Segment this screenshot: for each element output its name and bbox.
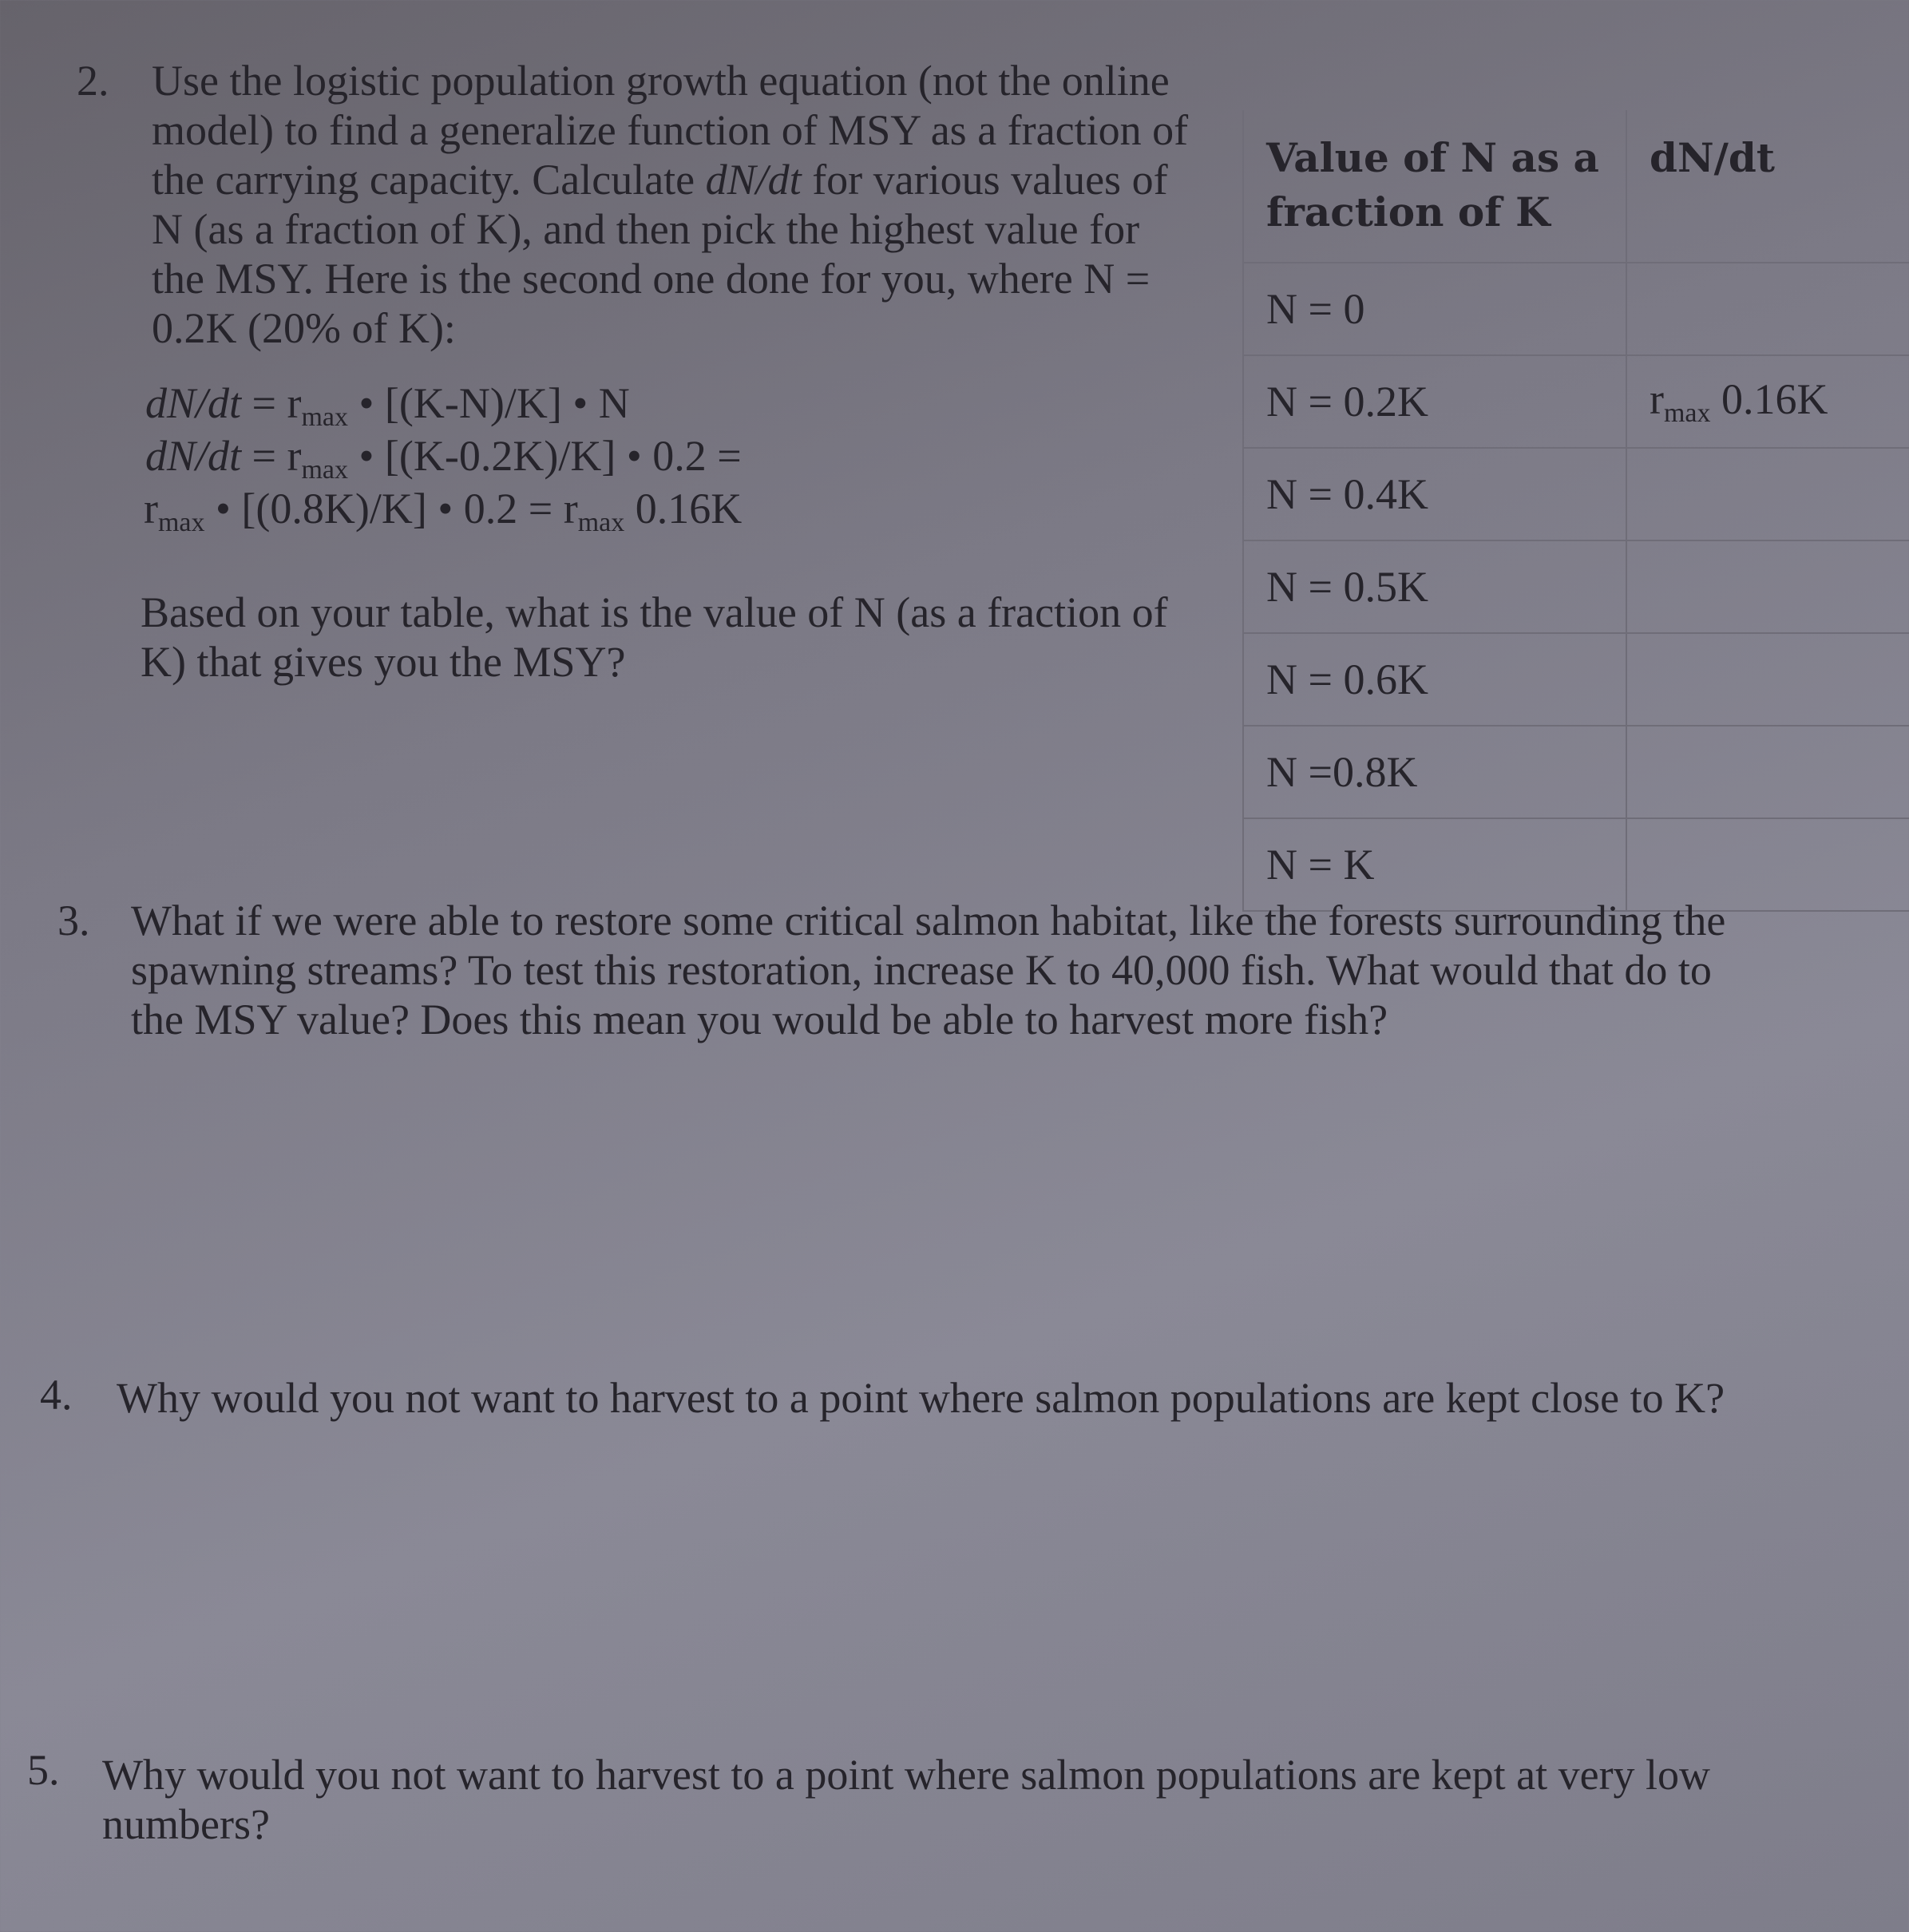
question-4-text bbox=[117, 1373, 1725, 1423]
question-2-line: N (as a fraction of K), and then pick the highest value for bbox=[152, 205, 1140, 253]
equation-part: = r bbox=[241, 379, 302, 427]
question-3-line: the MSY value? Does this mean you would be able to harvest more fish? bbox=[131, 996, 1388, 1043]
table-row bbox=[1243, 633, 1909, 726]
table-cell-n: N = 0 bbox=[1243, 263, 1626, 355]
table-cell-n: N = K bbox=[1243, 818, 1626, 911]
question-3-text bbox=[131, 896, 1725, 1044]
question-2-followup-line: Based on your table, what is the value of N (as a fraction of bbox=[141, 588, 1168, 636]
question-4-number: 4. bbox=[40, 1371, 73, 1419]
equation-line-3 bbox=[144, 484, 742, 548]
question-3-line: spawning streams? To test this restoration, increase K to 40,000 fish. What would that do to bbox=[131, 946, 1712, 994]
table-cell-dndt[interactable] bbox=[1626, 448, 1909, 540]
question-2-followup-line: K) that gives you the MSY? bbox=[141, 638, 626, 686]
table-cell-n: N = 0.6K bbox=[1243, 633, 1626, 726]
table-cell-dndt[interactable] bbox=[1626, 726, 1909, 818]
table-cell-n: N = 0.4K bbox=[1243, 448, 1626, 540]
question-3-line: What if we were able to restore some critical salmon habitat, like the forests surrounding the bbox=[131, 897, 1726, 944]
table-header-dndt: dN/dt bbox=[1626, 110, 1909, 263]
equation-subscript: max bbox=[301, 455, 349, 485]
equation-dndt: dN/dt bbox=[145, 432, 242, 480]
question-2-line: Use the logistic population growth equation (not the online bbox=[152, 57, 1170, 105]
table-row bbox=[1243, 726, 1909, 818]
table-header-n-fraction: Value of N as a fraction of K bbox=[1243, 110, 1626, 263]
table-cell-dndt bbox=[1626, 355, 1909, 448]
equation-part: r bbox=[144, 485, 158, 532]
msy-table bbox=[1242, 110, 1909, 912]
cell-sub: max bbox=[1663, 398, 1711, 428]
equation-part: • [(K-N)/K] • N bbox=[348, 379, 630, 427]
table-cell-dndt[interactable] bbox=[1626, 633, 1909, 726]
question-2-line-part: the carrying capacity. Calculate bbox=[152, 156, 695, 204]
question-2-dndt: dN/dt bbox=[705, 156, 802, 204]
equation-subscript: max bbox=[157, 508, 205, 537]
question-2-line: model) to find a generalize function of MSY as a fraction of bbox=[152, 106, 1189, 154]
question-5-text bbox=[102, 1750, 1710, 1849]
table-cell-dndt[interactable] bbox=[1626, 540, 1909, 633]
question-2-text bbox=[152, 56, 1188, 353]
table-cell-n: N = 0.5K bbox=[1243, 540, 1626, 633]
question-2-number: 2. bbox=[77, 57, 109, 105]
question-2-line-part: for various values of bbox=[812, 156, 1168, 204]
cell-val: 0.16K bbox=[1710, 375, 1828, 423]
cell-r: r bbox=[1650, 375, 1664, 423]
table-cell-n: N = 0.2K bbox=[1243, 355, 1626, 448]
question-5-number: 5. bbox=[27, 1746, 60, 1794]
table-row bbox=[1243, 540, 1909, 633]
question-2-line bbox=[152, 155, 1188, 204]
equation-subscript: max bbox=[577, 508, 625, 537]
equation-part: • [(K-0.2K)/K] • 0.2 = bbox=[348, 432, 742, 480]
question-3-number: 3. bbox=[57, 897, 90, 944]
question-5-line: Why would you not want to harvest to a point where salmon populations are kept at very low bbox=[102, 1751, 1711, 1799]
equation-part: • [(0.8K)/K] • 0.2 = r bbox=[204, 485, 578, 532]
question-2-line: the MSY. Here is the second one done for you, where N = bbox=[152, 255, 1151, 303]
question-2-line: 0.2K (20% of K): bbox=[152, 304, 456, 352]
question-4-line: Why would you not want to harvest to a point where salmon populations are kept close to K? bbox=[117, 1374, 1725, 1422]
table-row bbox=[1243, 263, 1909, 355]
equation-dndt: dN/dt bbox=[145, 379, 242, 427]
equation-part: = r bbox=[241, 432, 302, 480]
table-row bbox=[1243, 355, 1909, 448]
table-cell-n: N =0.8K bbox=[1243, 726, 1626, 818]
table-header-row bbox=[1243, 110, 1909, 263]
table-row bbox=[1243, 448, 1909, 540]
question-5-line: numbers? bbox=[102, 1800, 270, 1848]
question-2-followup bbox=[141, 588, 1168, 687]
table-cell-dndt[interactable] bbox=[1626, 263, 1909, 355]
equation-subscript: max bbox=[301, 402, 349, 432]
equation-part: 0.16K bbox=[624, 485, 743, 532]
